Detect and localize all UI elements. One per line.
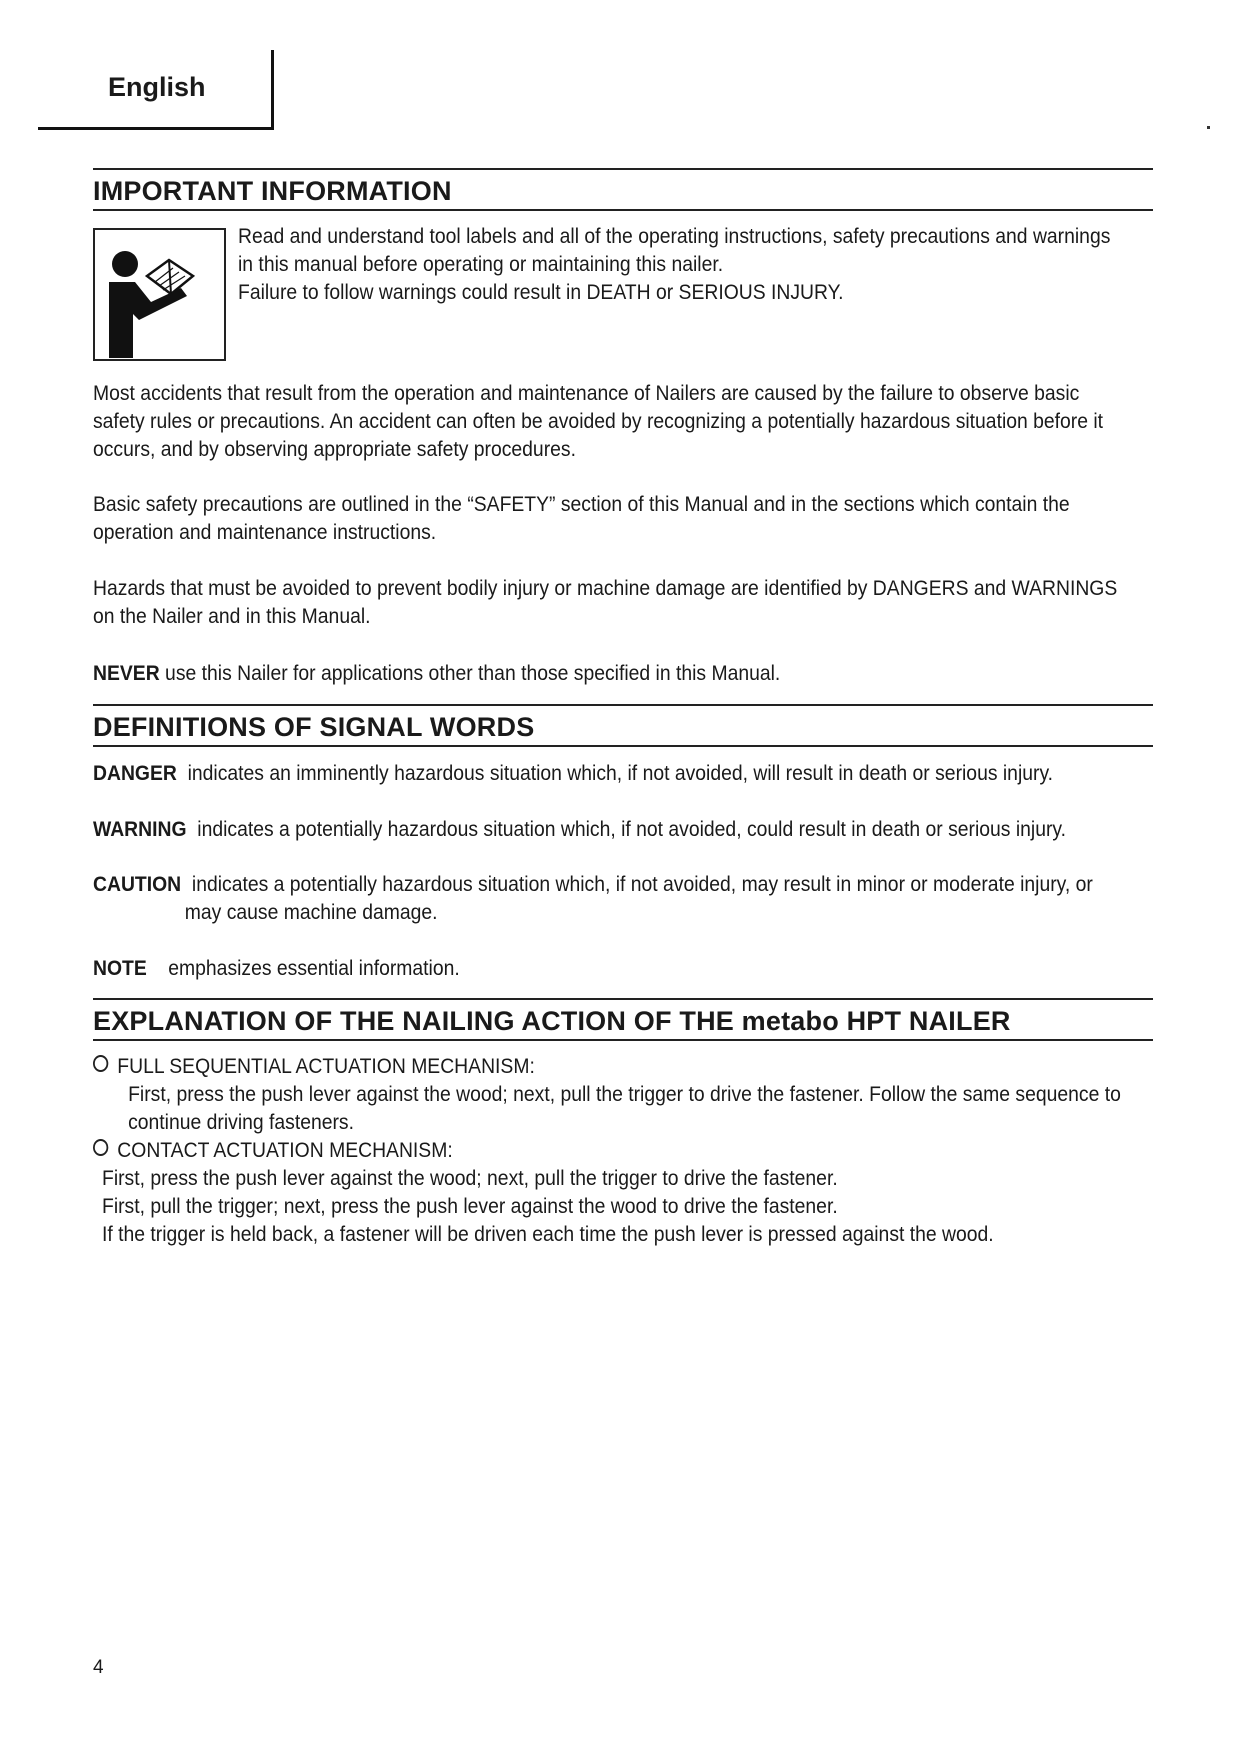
important-heading: IMPORTANT INFORMATION xyxy=(93,168,1153,211)
never-text: use this Nailer for applications other than those specified in this Manual. xyxy=(165,661,781,685)
explanation-heading: EXPLANATION OF THE NAILING ACTION OF THE metabo HPT NAILER xyxy=(93,998,1153,1041)
never-keyword: NEVER xyxy=(93,661,160,685)
definitions-heading: DEFINITIONS OF SIGNAL WORDS xyxy=(93,704,1153,747)
scan-dot xyxy=(1207,126,1210,129)
warning-definition: WARNING indicates a potentially hazardous situation which, if not avoided, could result in death or serious injury. xyxy=(93,817,1067,841)
paragraph-never xyxy=(93,659,1153,687)
paragraph-accidents: Most accidents that result from the operation and maintenance of Nailers are caused by the failure to observe basic safety rules or precautions. An accident can often be avoided by recognizing a potentially hazardous situation before it occurs, and by observing appropriate safety procedures. xyxy=(93,381,1104,461)
paragraph-precautions: Basic safety precautions are outlined in the “SAFETY” section of this Manual and in the sections which contain the operation and maintenance instructions. xyxy=(93,492,1070,544)
caution-definition: CAUTION indicates a potentially hazardous situation which, if not avoided, may result in minor or moderate injury, or may cause machine damage. xyxy=(93,872,1093,924)
page-number: 4 xyxy=(93,1657,104,1678)
paragraph-hazards: Hazards that must be avoided to prevent bodily injury or machine damage are identified by DANGERS and WARNINGS on the Nailer and in this Manual. xyxy=(93,576,1118,628)
danger-definition: DANGER indicates an imminently hazardous situation which, if not avoided, will result in death or serious injury. xyxy=(93,761,1054,785)
read-manual-icon xyxy=(93,228,226,361)
full-sequential-section: FULL SEQUENTIAL ACTUATION MECHANISM: First, press the push lever against the wood; next, pull the trigger to drive the fastener. Follow the same sequence to continue driving fasteners. CONTACT ACTUATION MECHANISM: First, press the push lever against the wood; next, pull the trigger to drive the fastener. First, pull the trigger; next, press the push lever against the wood to drive the fastener. If the trigger is held back, a fastener will be driven each time the push lever is pressed against the wood. xyxy=(93,1052,1153,1248)
note-definition: NOTE emphasizes essential information. xyxy=(93,956,460,980)
language-label: English xyxy=(108,72,206,102)
bullet-circle-icon xyxy=(93,1055,108,1072)
icon-warning-text: Read and understand tool labels and all of the operating instructions, safety precautions and warnings in this manual before operating or maintaining this nailer. Failure to follow warnings could result in DEATH or SERIOUS INJURY. xyxy=(238,224,1111,304)
bullet-circle-icon xyxy=(93,1139,108,1156)
language-tab xyxy=(38,50,274,130)
